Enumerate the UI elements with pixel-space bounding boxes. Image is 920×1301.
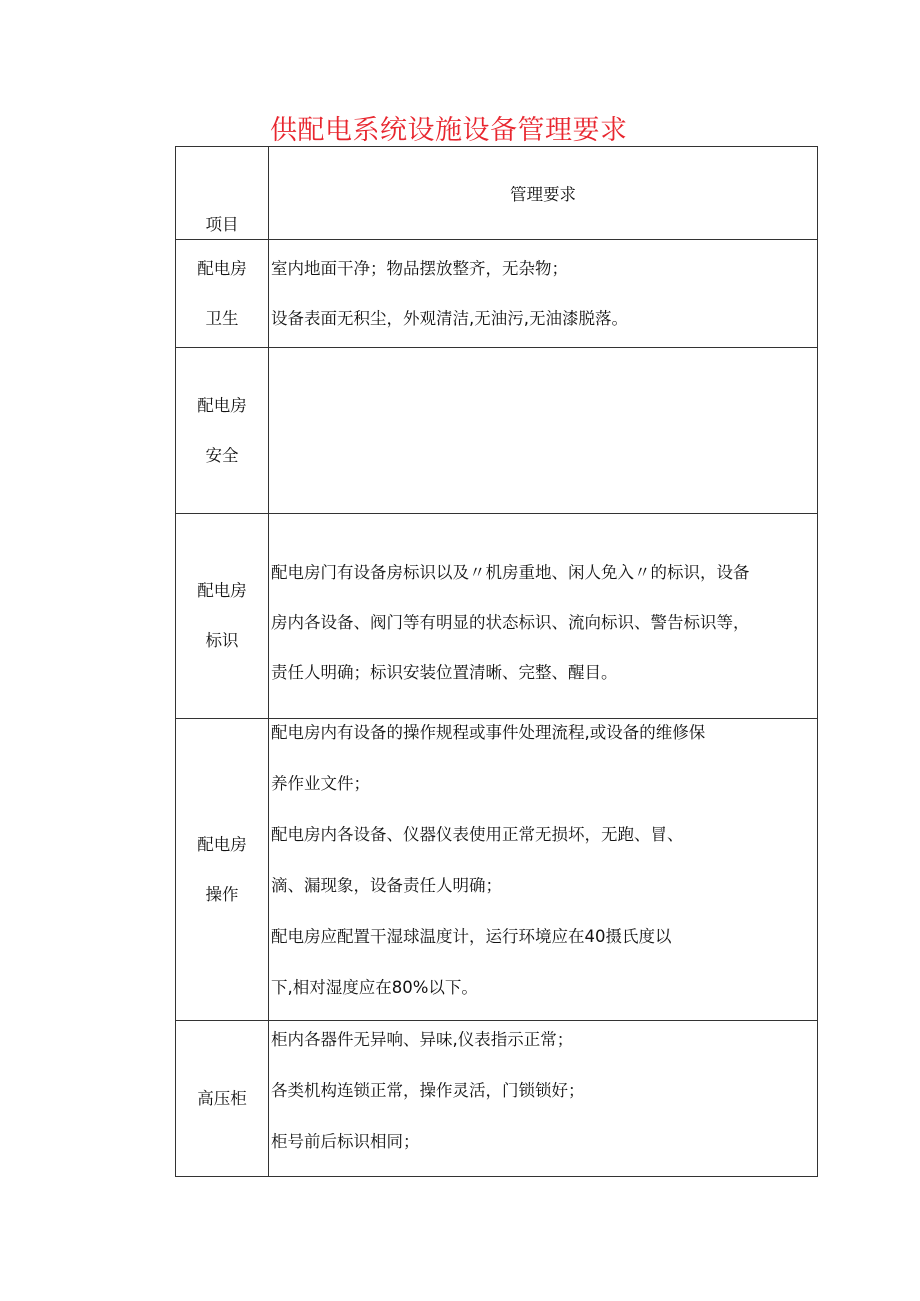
item-label-line: 配电房 xyxy=(197,258,247,278)
item-label-line: 配电房 xyxy=(197,581,247,600)
requirement-line: 责任人明确；标识安装位置清晰、完整、醒目。 xyxy=(271,663,618,682)
table-row xyxy=(176,240,818,348)
item-cell xyxy=(176,240,269,348)
requirement-line: 房内各设备、阀门等有明显的状态标识、流向标识、警告标识等， xyxy=(271,613,750,632)
item-label-line: 操作 xyxy=(205,884,239,904)
item-label-line: 配电房 xyxy=(197,395,247,415)
requirement-cell xyxy=(269,514,818,719)
table-row xyxy=(176,514,818,719)
requirement-line: 柜号前后标识相同； xyxy=(271,1132,420,1151)
table-row xyxy=(176,719,818,1021)
requirement-cell-empty xyxy=(269,348,818,514)
requirement-line: 配电房门有设备房标识以及〃机房重地、闲人免入〃的标识，设备 xyxy=(271,563,750,582)
column-header-item: 项目 xyxy=(176,147,269,240)
document-title: 供配电系统设施设备管理要求 xyxy=(270,115,628,146)
table-row xyxy=(176,1021,818,1177)
table-row xyxy=(176,348,818,514)
requirement-line: 配电房内各设备、仪器仪表使用正常无损坏，无跑、冒、 xyxy=(271,825,684,844)
header-row xyxy=(176,147,818,240)
requirement-line: 各类机构连锁正常，操作灵活，门锁锁好； xyxy=(271,1081,585,1100)
item-label-line: 卫生 xyxy=(205,308,239,328)
requirement-line: 柜内各器件无异响、异味,仪表指示正常； xyxy=(271,1030,574,1049)
requirement-cell xyxy=(269,1021,818,1177)
item-label-line: 标识 xyxy=(205,631,239,650)
item-label-line: 配电房 xyxy=(197,834,247,854)
requirement-line: 配电房应配置干湿球温度计，运行环境应在40摄氏度以 xyxy=(271,927,672,946)
requirement-line: 室内地面干净；物品摆放整齐，无杂物； xyxy=(271,258,568,278)
requirement-line: 滴、漏现象，设备责任人明确； xyxy=(271,876,502,895)
requirement-line: 设备表面无积尘，外观清洁,无油污,无油漆脱落。 xyxy=(271,308,628,328)
item-cell xyxy=(176,719,269,1021)
column-header-requirement: 管理要求 xyxy=(269,147,818,240)
item-cell xyxy=(176,514,269,719)
requirement-line: 配电房内有设备的操作规程或事件处理流程,或设备的维修保 xyxy=(271,723,706,742)
requirement-cell xyxy=(269,719,818,1021)
requirements-table xyxy=(175,146,818,1177)
requirement-cell xyxy=(269,240,818,348)
item-label-line: 高压柜 xyxy=(197,1088,247,1108)
item-label-line: 安全 xyxy=(205,445,239,465)
requirement-line: 养作业文件； xyxy=(271,774,370,793)
item-cell xyxy=(176,1021,269,1177)
requirement-line: 下,相对湿度应在80%以下。 xyxy=(271,978,478,997)
item-cell xyxy=(176,348,269,514)
